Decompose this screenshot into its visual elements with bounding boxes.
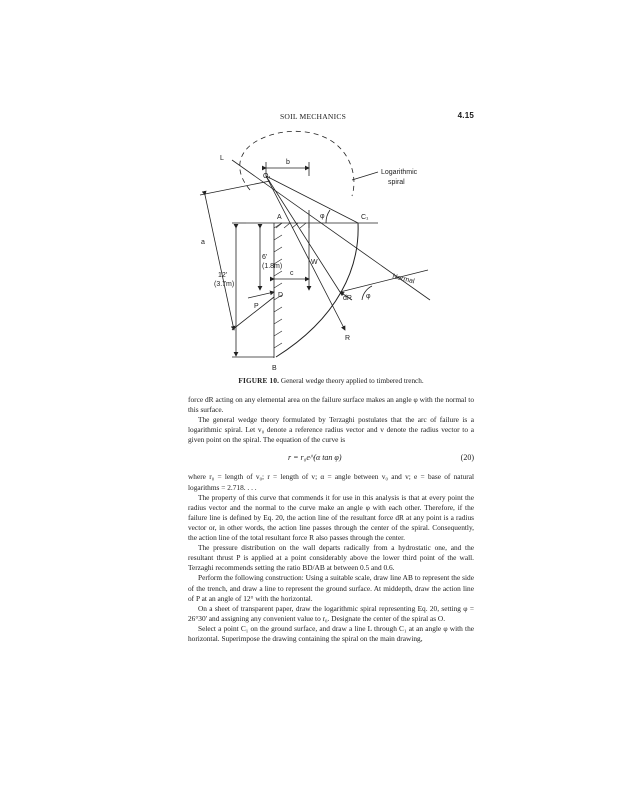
spiral-dashed-arc <box>240 131 354 196</box>
figure-caption-text: General wedge theory applied to timbered trench. <box>280 377 424 385</box>
spiral-leader <box>352 172 378 180</box>
label-c: c <box>290 270 294 277</box>
paragraph-4: The property of this curve that commends it for use in this analysis is that at every point the radius vector and the normal to the curve make an angle φ with each other. Therefore, if the failure line is defined by Eq. 20, the action line of the resultant force dR at any point is a radius vector or, in other words, the action line passes through the center of the spiral. Consequently, the action line of the total resultant force R also passes through the center. <box>188 492 474 543</box>
paragraph-1: force dR acting on any elemental area on the failure surface makes an angle φ with the normal to this surface. <box>188 395 474 415</box>
running-head-title: SOIL MECHANICS <box>280 112 347 121</box>
paragraph-2: The general wedge theory formulated by Terzaghi postulates that the arc of failure is a logarithmic spiral. Let v₀ denote a reference radius vector and v denote the radius vector to a given point on the spiral. The equation of the curve is <box>188 415 474 445</box>
label-C1: C₁ <box>361 214 369 221</box>
label-O1: O₁ <box>263 173 271 180</box>
label-phi-right: φ <box>366 293 371 300</box>
label-A: A <box>277 214 282 221</box>
equation-expression: r = r₀e^(α tan φ) <box>288 453 342 463</box>
label-W: W <box>311 259 318 266</box>
thrust-P-arrow <box>248 292 274 298</box>
label-spiral: spiral <box>388 179 405 186</box>
label-6ft: 6' <box>262 254 268 261</box>
equation-20 <box>188 451 474 466</box>
equation-number: (20) <box>460 453 474 463</box>
paragraph-8: Select a point C₁ on the ground surface, and draw a line L through C₁ at an angle φ with the horizontal. Superimpose the drawing containing the spiral on the main drawing, <box>188 623 474 643</box>
figure-caption <box>188 377 474 385</box>
label-phi-top: φ <box>320 213 325 220</box>
phi-arc-top <box>326 210 330 223</box>
dim-a-line <box>205 195 234 330</box>
wall-hatching <box>274 223 306 348</box>
label-3-7m: (3.7m) <box>214 281 235 288</box>
label-dR: dR <box>343 295 352 302</box>
paragraph-6: Perform the following construction: Using a suitable scale, draw line AB to represent the side of the trench, and draw a line to represent the ground surface. At middepth, draw the action line of P at an angle of 12° with the horizontal. <box>188 573 474 603</box>
label-R: R <box>345 335 351 342</box>
label-logarithmic: Logarithmic <box>381 169 418 176</box>
label-a: a <box>201 239 205 246</box>
paragraph-3: where r₀ = length of v₀; r = length of v; α = angle between v₀ and v; e = base of natural logarithms = 2.718. . . . <box>188 472 474 492</box>
label-L: L <box>220 155 224 162</box>
resultant-R-line <box>266 176 345 330</box>
normal-line <box>340 270 428 292</box>
figure-caption-label: FIGURE 10. <box>238 377 280 385</box>
label-12ft: 12' <box>218 272 228 279</box>
paragraph-5: The pressure distribution on the wall departs radically from a hydrostatic one, and the resultant thrust P is applied at a point considerably above the lower third point of the wall. Terzaghi recommends setting the ratio BD/AB at between 0.5 and 0.6. <box>188 543 474 573</box>
label-B: B <box>272 365 277 372</box>
label-1-8m: (1.8m) <box>262 263 283 270</box>
label-P: P <box>254 303 259 310</box>
label-normal: Normal <box>391 273 416 286</box>
label-D: D <box>278 292 284 299</box>
body-text <box>188 395 474 644</box>
page-number: 4.15 <box>457 111 474 120</box>
label-b: b <box>286 159 290 166</box>
paragraph-7: On a sheet of transparent paper, draw the logarithmic spiral representing Eq. 20, setting φ = 26°30' and assigning any convenient value to r₀. Designate the center of the spiral as O. <box>188 603 474 623</box>
wedge-theory-figure <box>0 0 617 380</box>
radius-O1-dR <box>266 176 340 292</box>
